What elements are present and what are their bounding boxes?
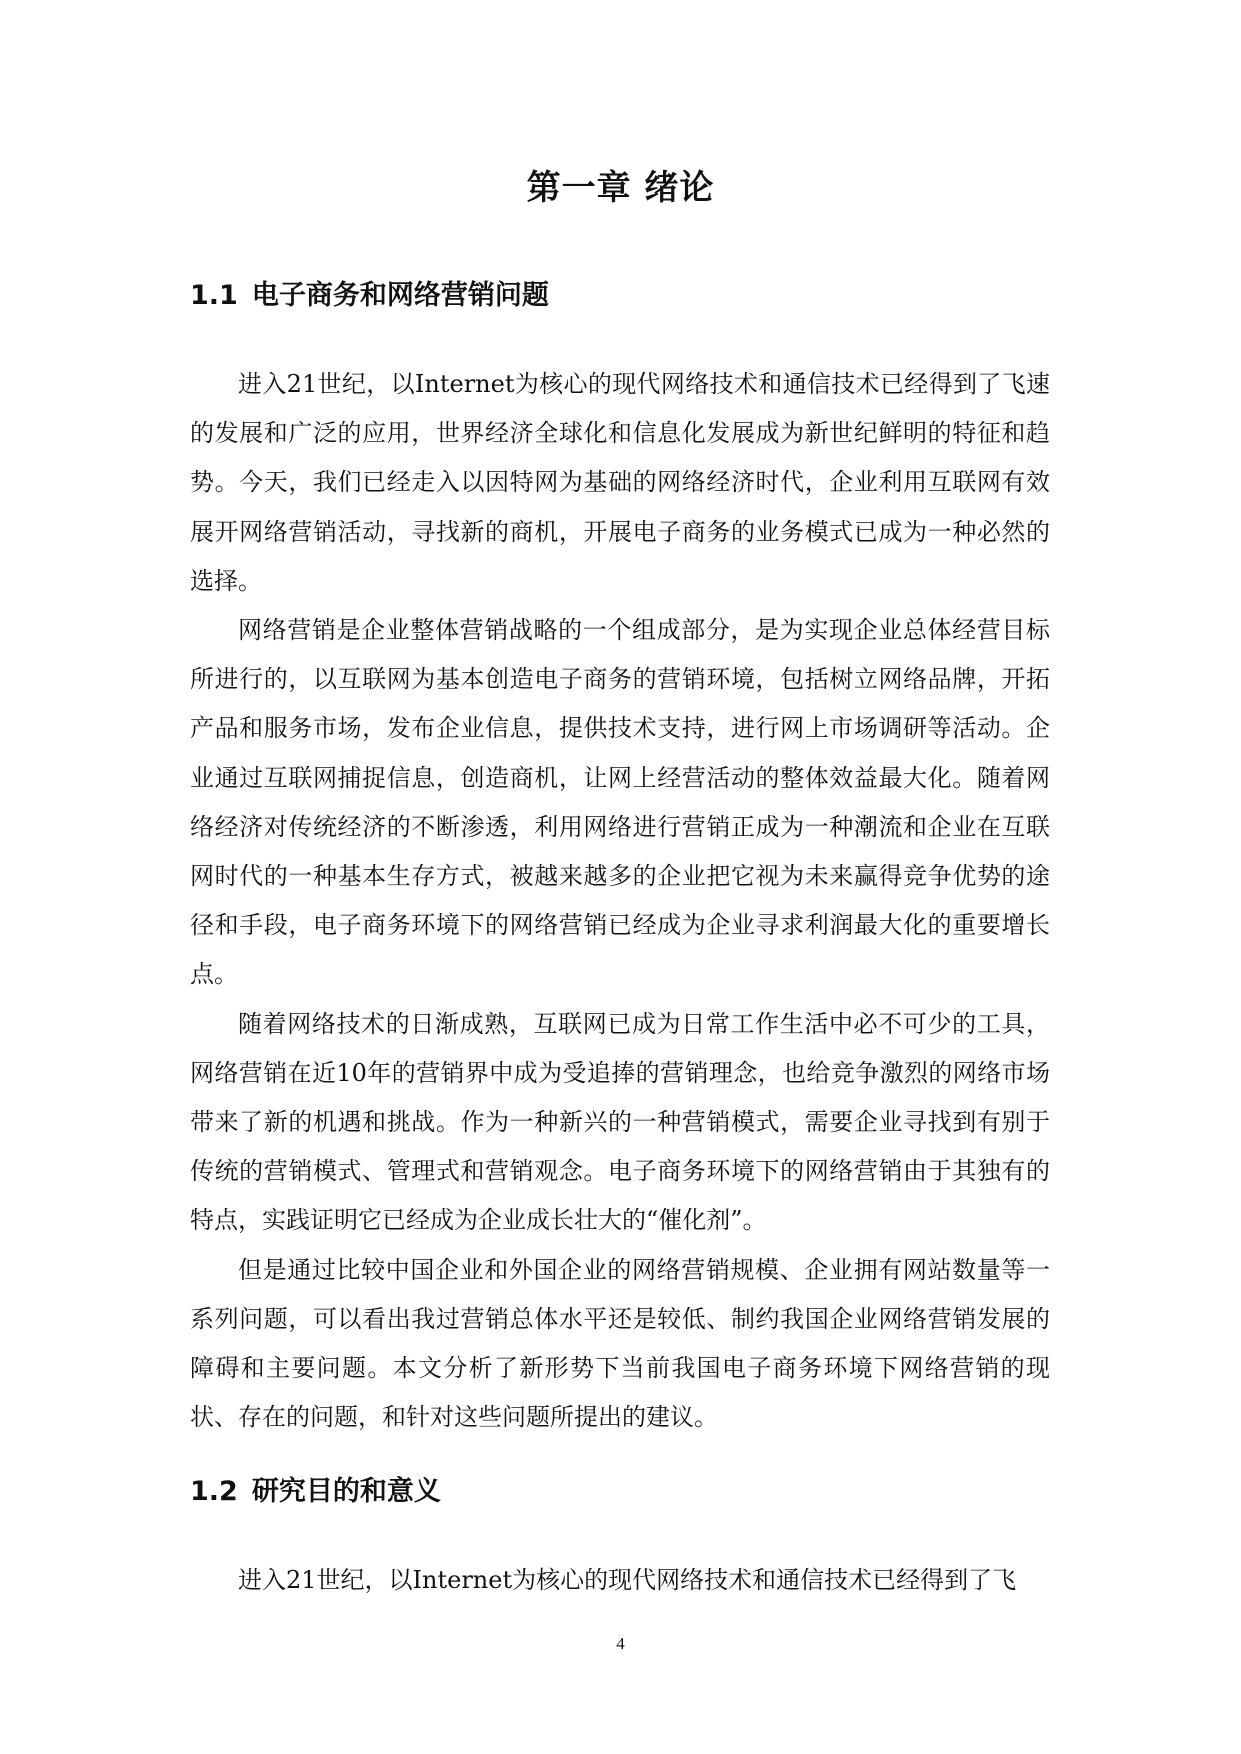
section-title: 电子商务和网络营销问题 (251, 280, 549, 311)
paragraph: 网络营销是企业整体营销战略的一个组成部分，是为实现企业总体经营目标所进行的，以互联网为基本创造电子商务的营销环境，包括树立网络品牌，开拓产品和服务市场，发布企业信息，提供技术支持，进行网上市场调研等活动。企业通过互联网捕捉信息，创造商机，让网上经营活动的整体效益最大化。随着网络经济对传统经济的不断渗透，利用网络进行营销正成为一种潮流和企业在互联网时代的一种基本生存方式，被越来越多的企业把它视为未来赢得竞争优势的途径和手段，电子商务环境下的网络营销已经成为企业寻求利润最大化的重要增长点。 (190, 616, 1050, 989)
section-heading (190, 278, 549, 314)
page-number: 4 (616, 1634, 625, 1653)
section-body (190, 360, 1050, 1442)
paragraph: 但是通过比较中国企业和外国企业的网络营销规模、企业拥有网站数量等一系列问题，可以看出我过营销总体水平还是较低、制约我国企业网络营销发展的障碍和主要问题。本文分析了新形势下当前我国电子商务环境下网络营销的现状、存在的问题，和针对这些问题所提出的建议。 (190, 1255, 1050, 1432)
paragraph: 随着网络技术的日渐成熟，互联网已成为日常工作生活中必不可少的工具，网络营销在近10年的营销界中成为受追捧的营销理念，也给竞争激烈的网络市场带来了新的机遇和挑战。作为一种新兴的一种营销模式，需要企业寻找到有别于传统的营销模式、管理式和营销观念。电子商务环境下的网络营销由于其独有的特点，实践证明它已经成为企业成长壮大的“催化剂”。 (190, 1009, 1050, 1235)
section-heading (190, 1474, 441, 1510)
paragraph: 进入21世纪，以Internet为核心的现代网络技术和通信技术已经得到了飞 (238, 1566, 1017, 1594)
chapter-title: 第一章 绪论 (526, 168, 715, 208)
section-number: 1.2 (190, 1476, 238, 1507)
section-body (190, 1556, 1050, 1605)
paragraph: 进入21世纪，以Internet为核心的现代网络技术和通信技术已经得到了飞速的发展和广泛的应用，世界经济全球化和信息化发展成为新世纪鲜明的特征和趋势。今天，我们已经走入以因特网为基础的网络经济时代，企业利用互联网有效展开网络营销活动，寻找新的商机，开展电子商务的业务模式已成为一种必然的选择。 (190, 370, 1050, 595)
section-title: 研究目的和意义 (251, 1476, 441, 1507)
section-number: 1.1 (190, 280, 238, 311)
